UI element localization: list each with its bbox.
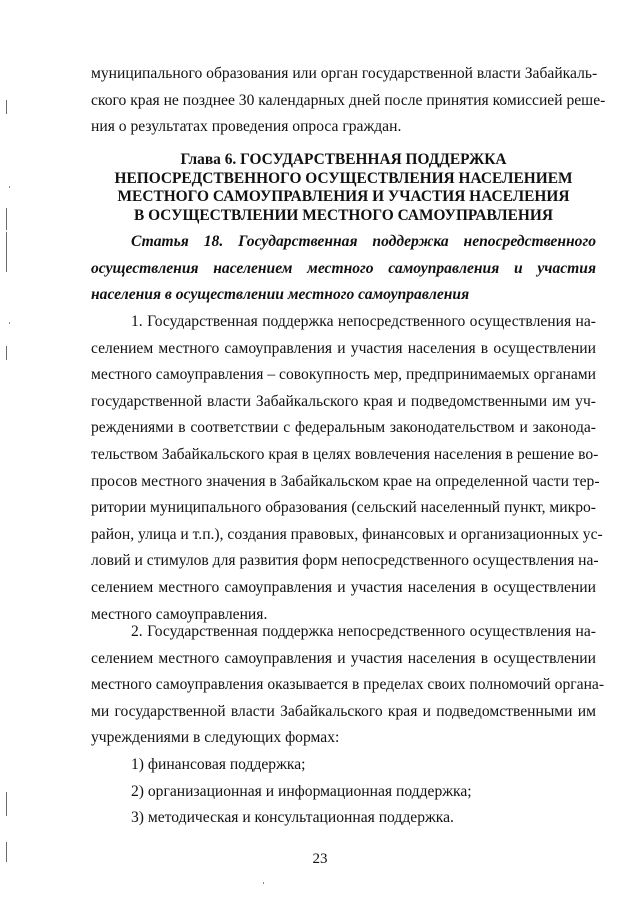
text-line: тельством Забайкальского края в целях вовлечения населения в решение во- bbox=[91, 445, 599, 463]
text-line: ния о результатах проведения опроса граждан. bbox=[91, 118, 402, 136]
article-line: осуществления населением местного самоуправления и участия bbox=[91, 259, 596, 277]
text-line: просов местного значения в Забайкальском крае на определенной части тер- bbox=[91, 472, 600, 490]
text-line: государственной власти Забайкальского края и подведомственными им уч- bbox=[91, 392, 596, 410]
scan-mark bbox=[6, 208, 7, 230]
text-line: ского края не позднее 30 календарных дней после принятия комиссией реше- bbox=[91, 91, 606, 109]
text-line: ловий и стимулов для развития форм непосредственного осуществления на- bbox=[91, 552, 599, 570]
scan-mark bbox=[6, 792, 7, 816]
paragraph-2 bbox=[91, 619, 605, 752]
text-line: селением местного самоуправления и участия населения в осуществлении bbox=[91, 578, 596, 596]
text-line: местного самоуправления – совокупность мер, предпринимаемых органами bbox=[91, 366, 596, 384]
scan-speck bbox=[9, 186, 10, 188]
chapter-heading bbox=[91, 151, 596, 225]
text-line: 1. Государственная поддержка непосредственного осуществления на- bbox=[131, 313, 596, 330]
text-line: реждениями в соответствии с федеральным законодательством и законода- bbox=[91, 419, 596, 437]
article-line: населения в осуществлении местного самоуправления bbox=[91, 286, 470, 304]
heading-line: Глава 6. ГОСУДАРСТВЕННАЯ ПОДДЕРЖКА bbox=[180, 151, 507, 168]
text-line: муниципального образования или орган государственной власти Забайкаль- bbox=[91, 65, 598, 82]
scan-mark bbox=[6, 346, 7, 360]
intro-paragraph bbox=[91, 61, 606, 141]
text-line: местного самоуправления оказывается в пределах своих полномочий органа- bbox=[91, 676, 605, 694]
text-line: селением местного самоуправления и участия населения в осуществлении bbox=[91, 649, 596, 667]
scan-mark bbox=[6, 100, 7, 114]
text-line: район, улица и т.п.), создания правовых, финансовых и организационных ус- bbox=[91, 525, 603, 543]
heading-line: МЕСТНОГО САМОУПРАВЛЕНИЯ И УЧАСТИЯ НАСЕЛЕНИЯ bbox=[117, 188, 570, 205]
heading-line: НЕПОСРЕДСТВЕННОГО ОСУЩЕСТВЛЕНИЯ НАСЕЛЕНИЕМ bbox=[114, 169, 573, 187]
text-line: местного самоуправления. bbox=[91, 605, 268, 623]
article-title bbox=[91, 229, 596, 309]
article-line: Статья 18. Государственная поддержка непосредственного bbox=[131, 233, 596, 250]
paragraph-1 bbox=[91, 309, 603, 628]
list-item: 3) методическая и консультационная поддержка. bbox=[131, 809, 454, 827]
support-forms-list bbox=[91, 752, 596, 832]
scan-speck bbox=[9, 322, 10, 324]
scan-speck bbox=[263, 882, 264, 884]
page-number: 23 bbox=[312, 851, 328, 867]
text-line: ми государственной власти Забайкальского края и подведомственными им bbox=[91, 702, 596, 720]
text-line: селением местного самоуправления и участия населения в осуществлении bbox=[91, 339, 596, 357]
text-line: 2. Государственная поддержка непосредственного осуществления на- bbox=[131, 623, 596, 640]
text-line: ритории муниципального образования (сельский населенный пункт, микро- bbox=[91, 499, 596, 517]
text-line: учреждениями в следующих формах: bbox=[91, 729, 340, 747]
list-item: 1) финансовая поддержка; bbox=[131, 756, 306, 773]
list-item: 2) организационная и информационная поддержка; bbox=[131, 782, 472, 800]
heading-line: В ОСУЩЕСТВЛЕНИИ МЕСТНОГО САМОУПРАВЛЕНИЯ bbox=[134, 206, 553, 224]
scan-mark bbox=[6, 232, 7, 272]
